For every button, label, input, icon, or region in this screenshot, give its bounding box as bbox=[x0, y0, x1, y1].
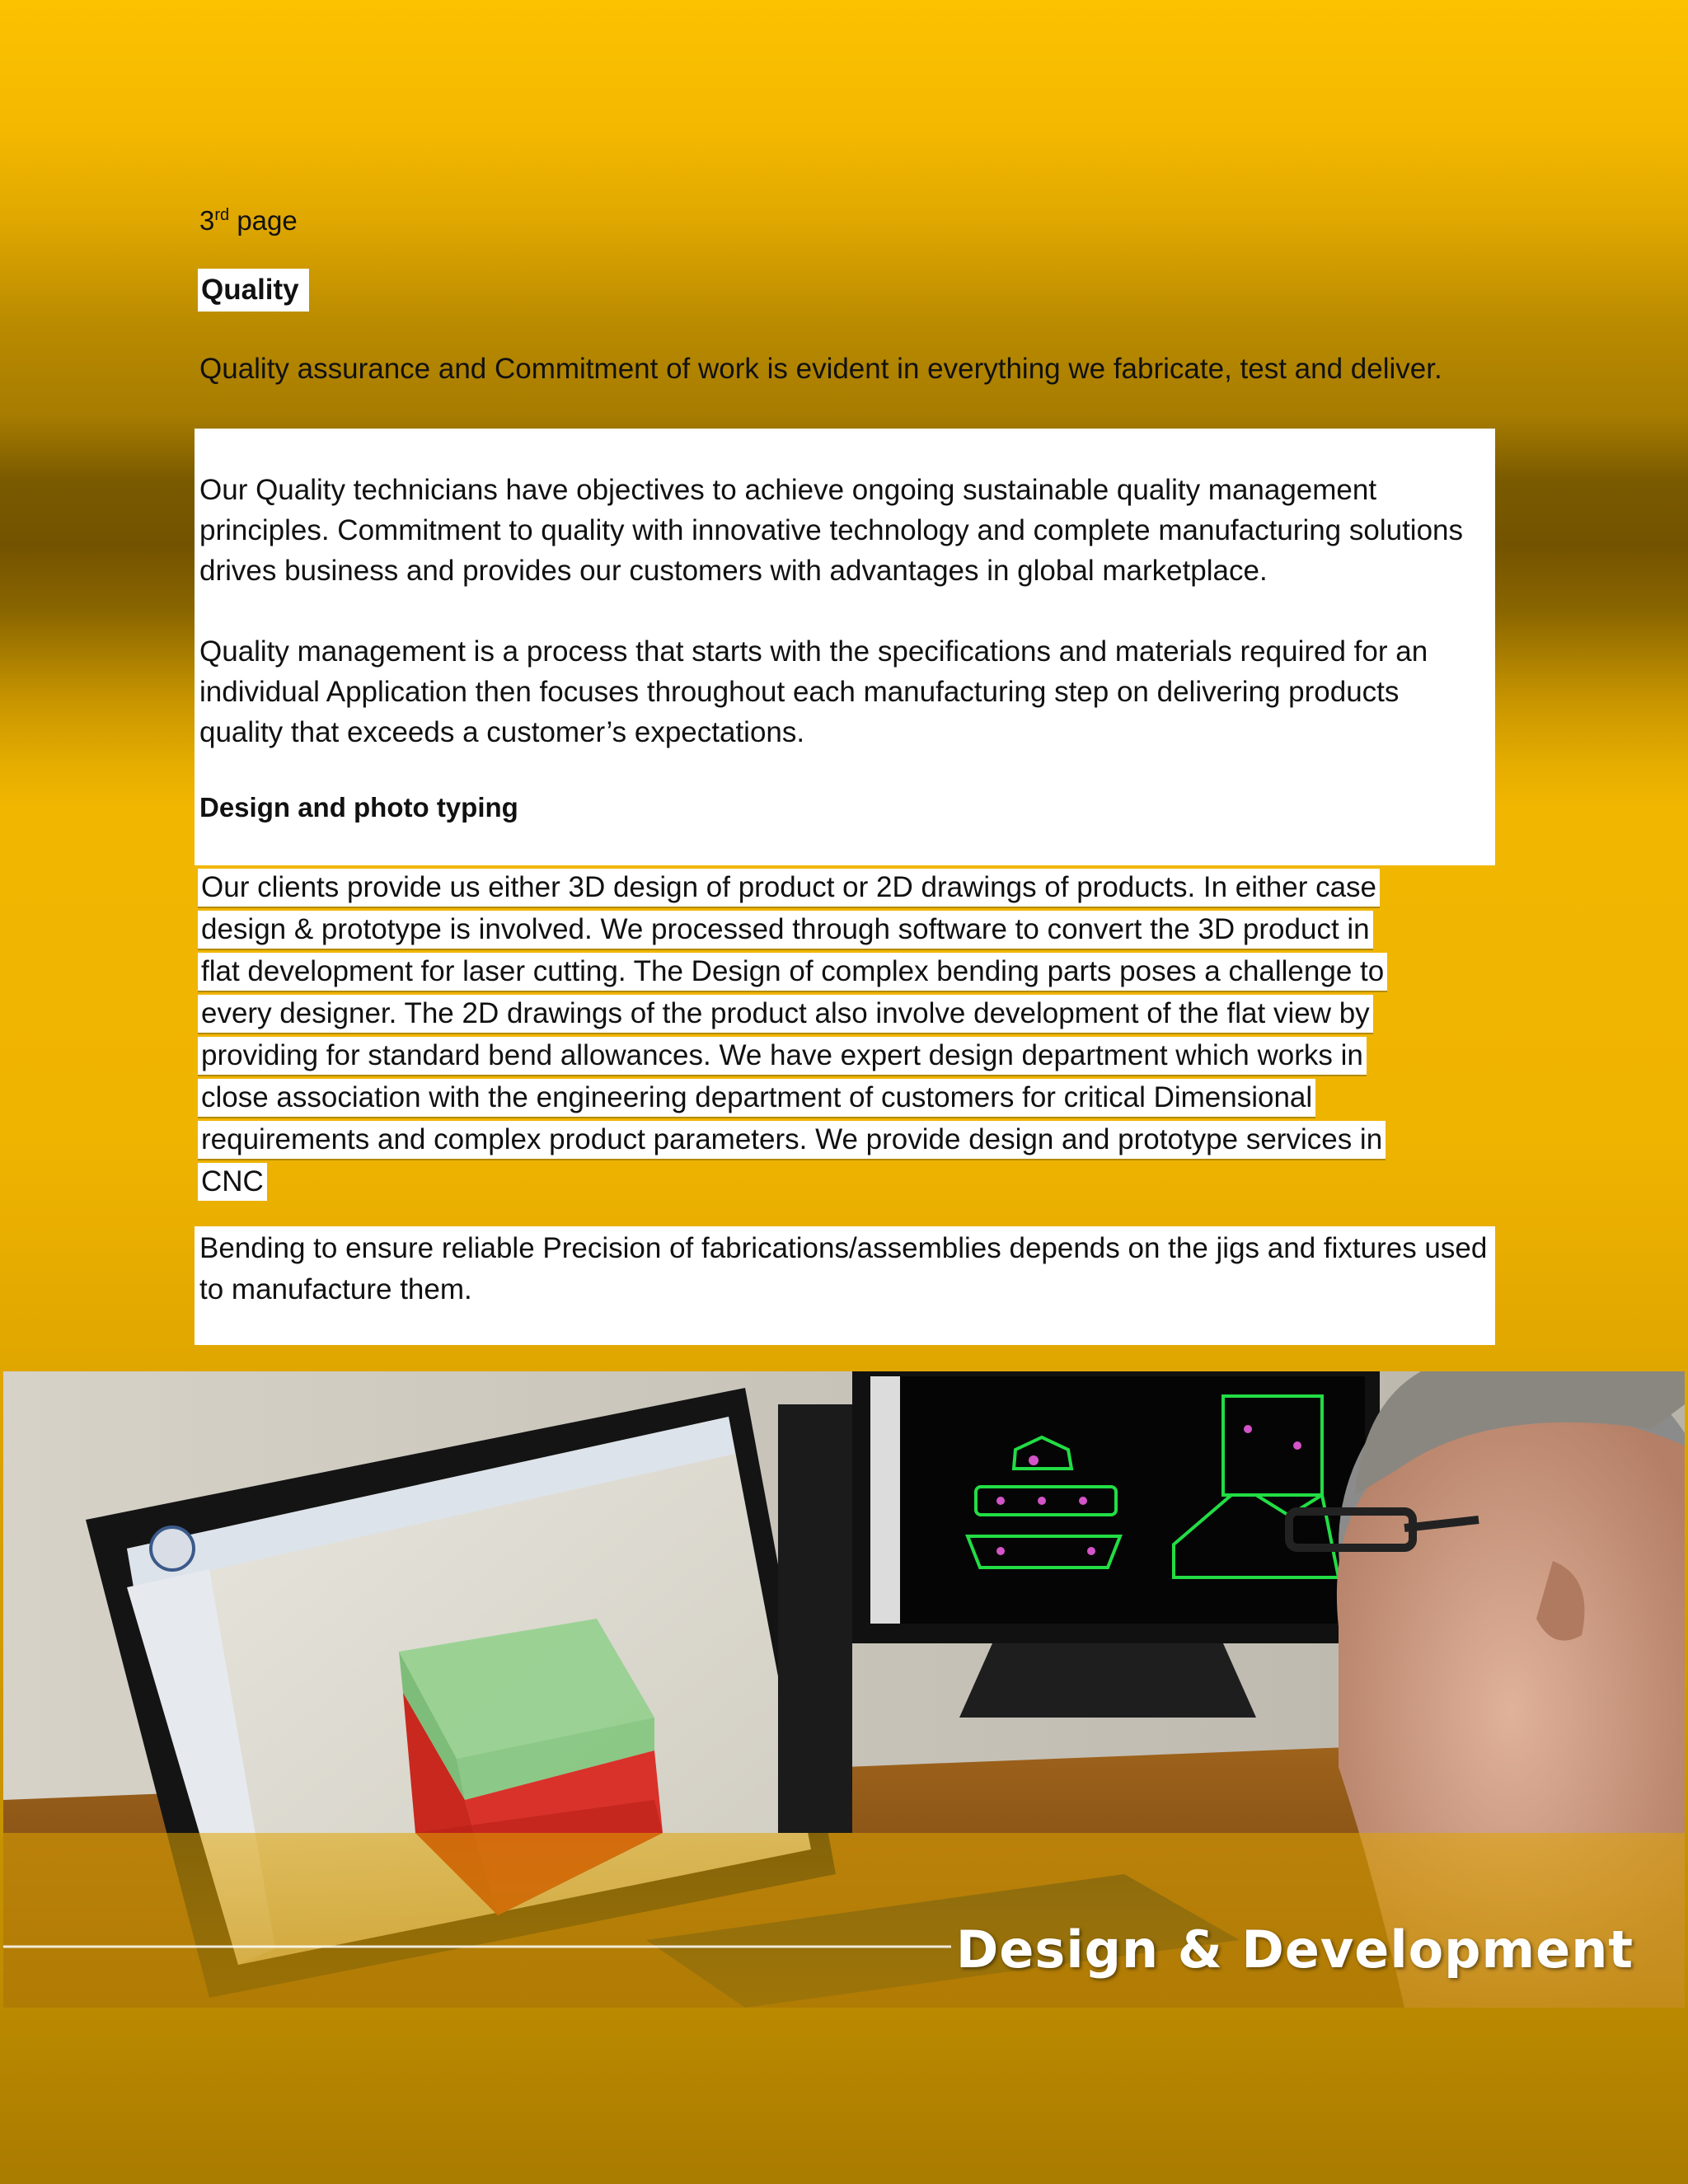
quality-paragraph-1: Our Quality technicians have objectives to achieve ongoing sustainable quality management principles. Commitment to quality with innovative technology and complete manufacturing solutions drives business and provides our customers with advantages in global marketplace. bbox=[199, 474, 1464, 587]
monitor-stand bbox=[959, 1643, 1256, 1718]
bending-paragraph: Bending to ensure reliable Precision of fabrications/assemblies depends on the jigs and fixtures used to manufacture them. bbox=[199, 1232, 1488, 1305]
design-line: Our clients provide us either 3D design of product or 2D drawings of products. In either case bbox=[198, 869, 1380, 908]
pc-tower bbox=[778, 1404, 852, 1833]
design-paragraph bbox=[198, 869, 1484, 1203]
design-line: every designer. The 2D drawings of the product also involve development of the flat view by bbox=[198, 995, 1373, 1034]
quality-heading: Quality bbox=[198, 269, 309, 312]
page-number-suffix: rd bbox=[214, 206, 230, 224]
design-heading: Design and photo typing bbox=[199, 792, 518, 823]
quality-box bbox=[195, 429, 1495, 865]
design-line: design & prototype is involved. We processed through software to convert the 3D product in bbox=[198, 911, 1373, 950]
quality-paragraph-2: Quality management is a process that starts with the specifications and materials required for an individual Application then focuses throughout each manufacturing step on delivering products quality that exceeds a customer’s expectations. bbox=[199, 635, 1428, 748]
bending-box bbox=[195, 1226, 1495, 1345]
design-development-photo bbox=[3, 1371, 1685, 2008]
photo-caption: Design & Development bbox=[955, 1919, 1634, 1980]
page-word: page bbox=[229, 205, 298, 236]
design-line: close association with the engineering department of customers for critical Dimensional bbox=[198, 1079, 1315, 1118]
app-logo-icon bbox=[151, 1527, 194, 1570]
design-line: requirements and complex product parameters. We provide design and prototype services in bbox=[198, 1121, 1386, 1160]
intro-paragraph: Quality assurance and Commitment of work is evident in everything we fabricate, test and deliver. bbox=[199, 353, 1442, 385]
cad-side-toolbar bbox=[870, 1376, 900, 1624]
design-line: flat development for laser cutting. The Design of complex bending parts poses a challenge to bbox=[198, 953, 1387, 992]
page-number: 3 bbox=[199, 205, 215, 236]
design-line: CNC bbox=[198, 1163, 267, 1201]
photo-illustration bbox=[3, 1371, 1685, 2008]
page-number-label bbox=[199, 198, 298, 238]
design-line: providing for standard bend allowances. We have expert design department which works in bbox=[198, 1037, 1367, 1076]
